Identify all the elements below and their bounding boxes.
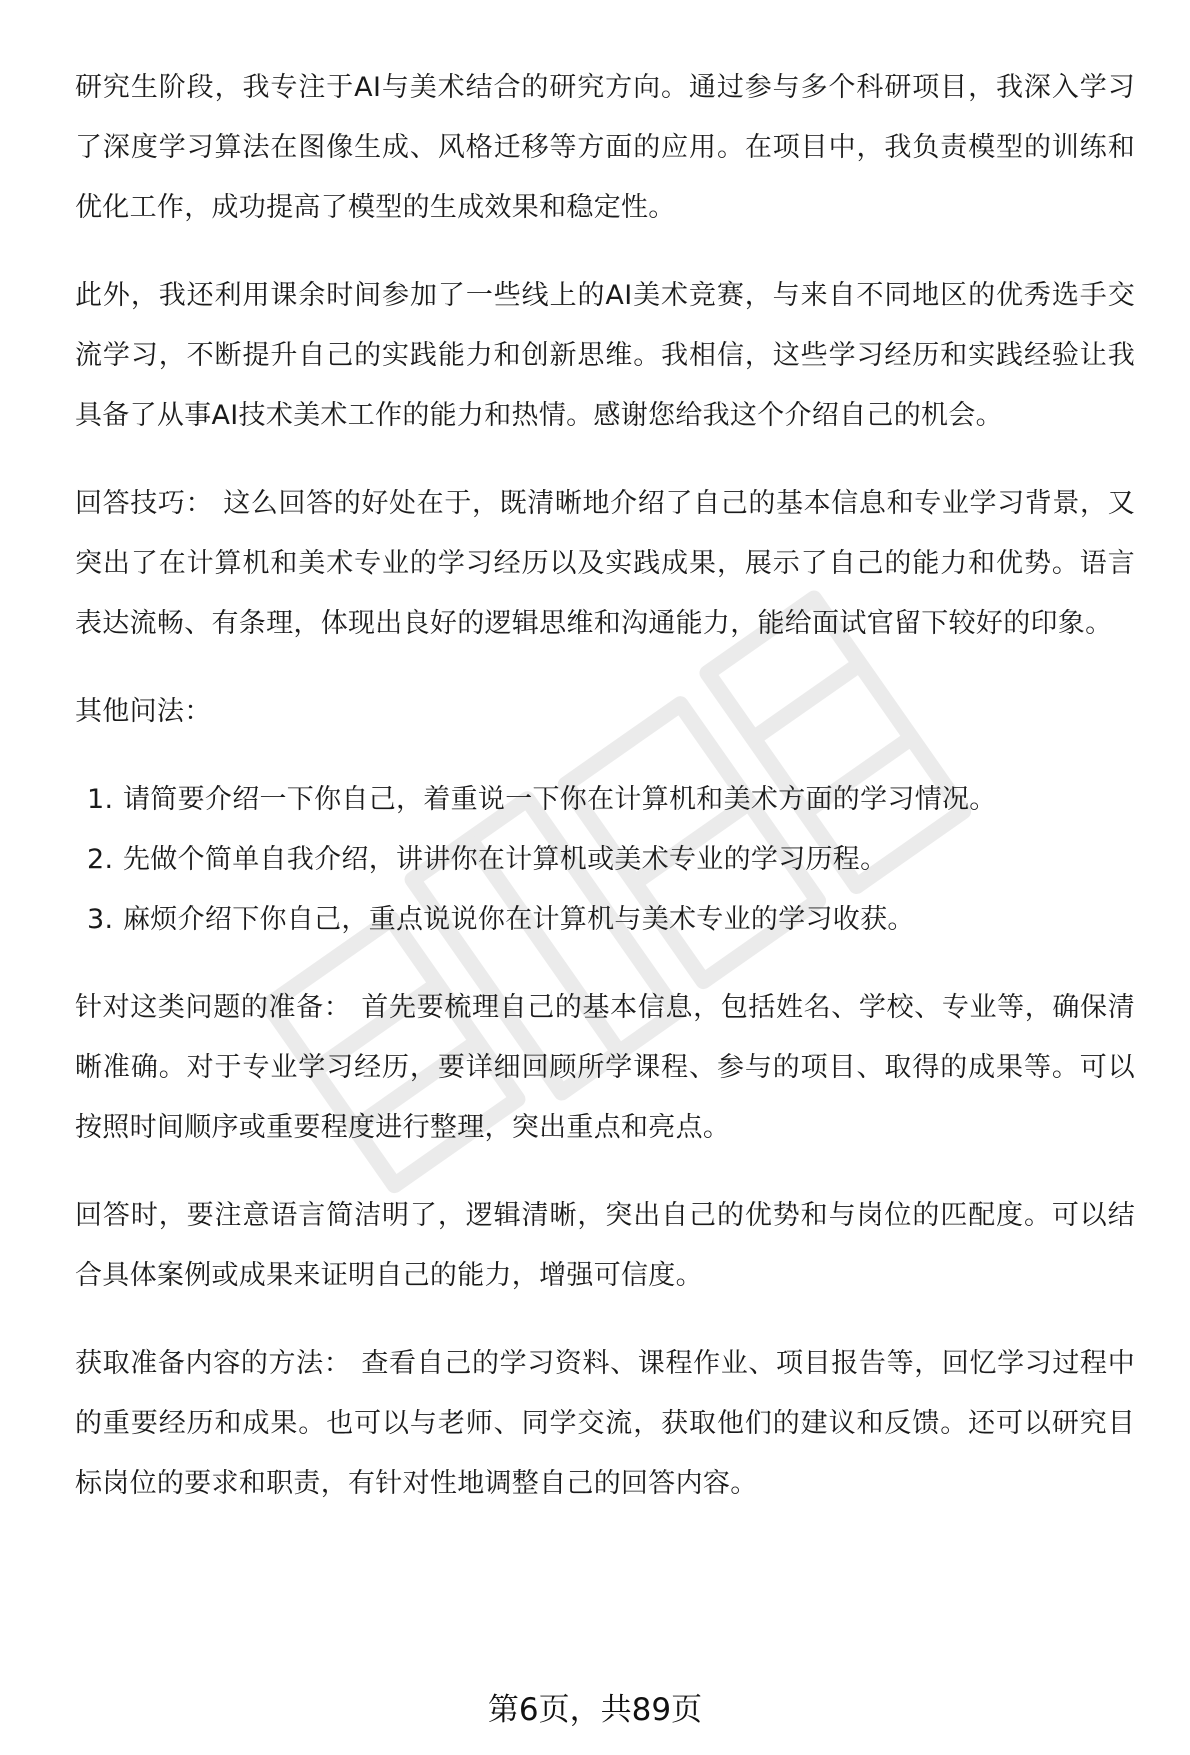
alt-questions-list — [75, 770, 1135, 950]
answer-tips-label: 回答技巧： — [75, 488, 214, 519]
intro-paragraph-competitions: 此外，我还利用课余时间参加了一些线上的AI美术竞赛，与来自不同地区的优秀选手交流学习，不断提升自己的实践能力和创新思维。我相信，这些学习经历和实践经验让我具备了从事AI技术美术工作的能力和热情。感谢您给我这个介绍自己的机会。 — [75, 280, 1135, 431]
answer-note-paragraph: 回答时，要注意语言简洁明了，逻辑清晰，突出自己的优势和与岗位的匹配度。可以结合具体案例或成果来证明自己的能力，增强可信度。 — [75, 1200, 1135, 1291]
answer-tips-paragraph — [75, 474, 1135, 654]
preparation-label: 针对这类问题的准备： — [75, 992, 352, 1023]
answer-tips-text: 这么回答的好处在于，既清晰地介绍了自己的基本信息和专业学习背景，又突出了在计算机和美术专业的学习经历以及实践成果，展示了自己的能力和优势。语言表达流畅、有条理，体现出良好的逻辑思维和沟通能力，能给面试官留下较好的印象。 — [75, 488, 1135, 639]
preparation-paragraph — [75, 978, 1135, 1158]
list-item-text: 麻烦介绍下你自己，重点说说你在计算机与美术专业的学习收获。 — [123, 904, 915, 935]
list-item-number: 1. — [87, 784, 114, 815]
list-item-number: 3. — [87, 904, 114, 935]
preparation-text: 首先要梳理自己的基本信息，包括姓名、学校、专业等，确保清晰准确。对于专业学习经历，要详细回顾所学课程、参与的项目、取得的成果等。可以按照时间顺序或重要程度进行整理，突出重点和亮点。 — [75, 992, 1135, 1143]
list-item — [87, 830, 1135, 890]
intro-paragraph-research: 研究生阶段，我专注于AI与美术结合的研究方向。通过参与多个科研项目，我深入学习了深度学习算法在图像生成、风格迁移等方面的应用。在项目中，我负责模型的训练和优化工作，成功提高了模型的生成效果和稳定性。 — [75, 72, 1135, 223]
list-item-text: 先做个简单自我介绍，讲讲你在计算机或美术专业的学习历程。 — [123, 844, 888, 875]
alt-questions-heading: 其他问法： — [75, 696, 212, 727]
page-number-footer: 第6页，共89页 — [487, 1692, 703, 1728]
document-body — [75, 58, 1135, 1542]
method-text: 查看自己的学习资料、课程作业、项目报告等，回忆学习过程中的重要经历和成果。也可以与老师、同学交流，获取他们的建议和反馈。还可以研究目标岗位的要求和职责，有针对性地调整自己的回答内容。 — [75, 1348, 1135, 1499]
list-item-text: 请简要介绍一下你自己，着重说一下你在计算机和美术方面的学习情况。 — [123, 784, 997, 815]
list-item — [87, 770, 1135, 830]
method-paragraph — [75, 1334, 1135, 1514]
method-label: 获取准备内容的方法： — [75, 1348, 352, 1379]
list-item-number: 2. — [87, 844, 114, 875]
list-item — [87, 890, 1135, 950]
